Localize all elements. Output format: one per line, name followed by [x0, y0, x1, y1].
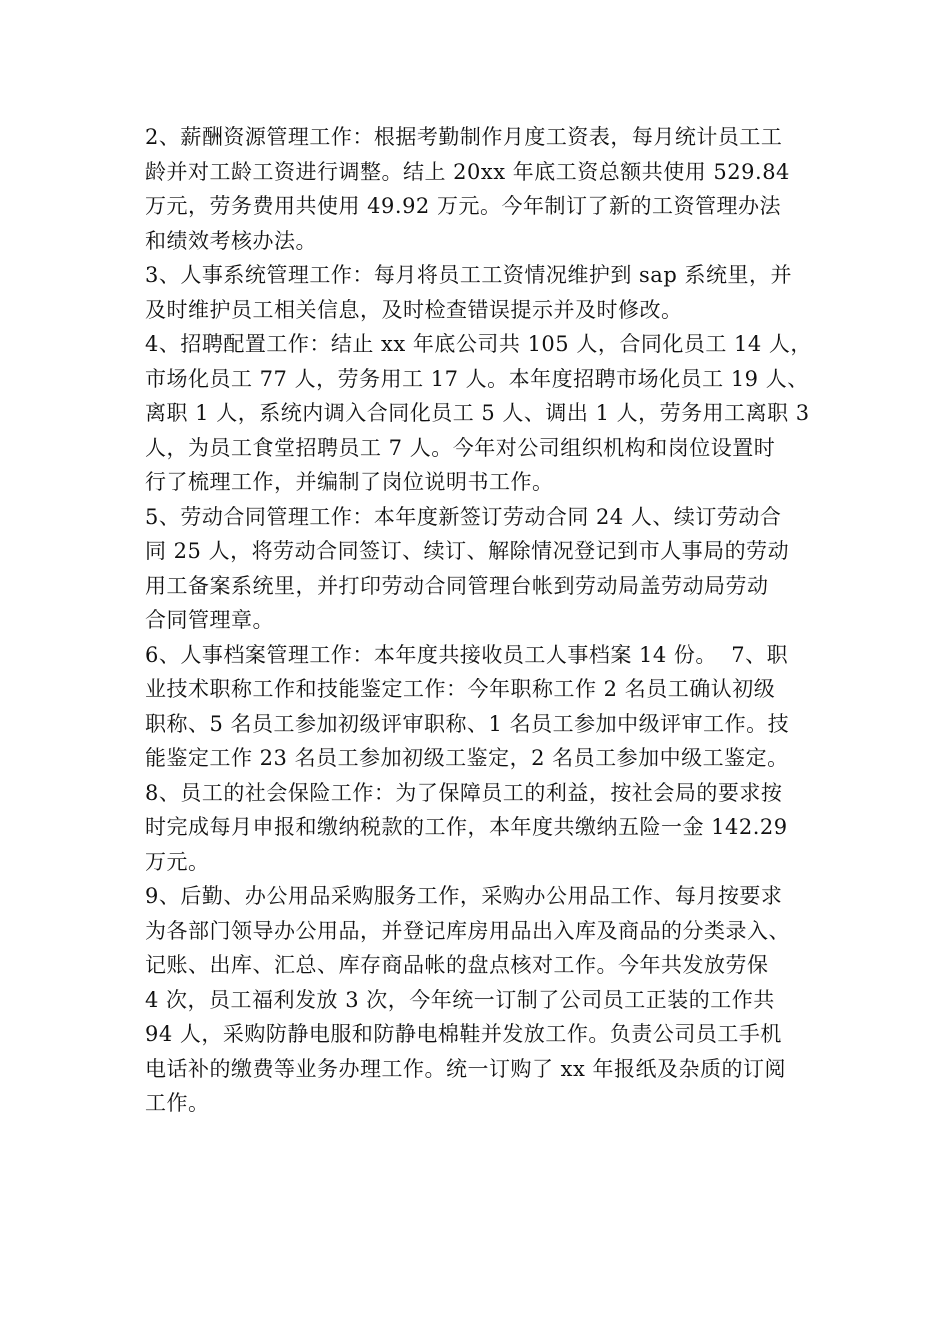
text-line: 3、人事系统管理工作：每月将员工工资情况维护到 sap 系统里，并 [145, 263, 792, 287]
text-line: 同 25 人，将劳动合同签订、续订、解除情况登记到市人事局的劳动 [145, 539, 790, 563]
text-line: 离职 1 人，系统内调入合同化员工 5 人、调出 1 人，劳务用工离职 3 [145, 401, 810, 425]
text-line: 职称、5 名员工参加初级评审职称、1 名员工参加中级评审工作。技 [145, 711, 790, 736]
text-line: 行了梳理工作，并编制了岗位说明书工作。 [145, 470, 554, 494]
text-line: 人，为员工食堂招聘员工 7 人。今年对公司组织机构和岗位设置时 [145, 435, 776, 460]
text-line: 9、后勤、办公用品采购服务工作，采购办公用品工作、每月按要求 [145, 884, 783, 908]
text-line: 5、劳动合同管理工作：本年度新签订劳动合同 24 人、续订劳动合 [145, 504, 782, 529]
text-line: 时完成每月申报和缴纳税款的工作，本年度共缴纳五险一金 142.29 [145, 815, 788, 839]
text-line: 万元，劳务费用共使用 49.92 万元。今年制订了新的工资管理办法 [145, 194, 781, 218]
text-line: 4 次，员工福利发放 3 次，今年统一订制了公司员工正装的工作共 [145, 987, 775, 1012]
paragraph-logistics-procurement [145, 879, 815, 1121]
paragraph-salary-management [145, 120, 815, 258]
text-line: 业技术职称工作和技能鉴定工作：今年职称工作 2 名员工确认初级 [145, 677, 776, 701]
text-line: 记账、出库、汇总、库存商品帐的盘点核对工作。今年共发放劳保 [145, 953, 769, 977]
text-line: 电话补的缴费等业务办理工作。统一订购了 xx 年报纸及杂质的订阅 [145, 1056, 787, 1081]
text-line: 万元。 [145, 849, 210, 874]
text-line: 及时维护员工相关信息，及时检查错误提示并及时修改。 [145, 297, 683, 322]
document-body [145, 120, 815, 1121]
text-line: 94 人，采购防静电服和防静电棉鞋并发放工作。负责公司员工手机 [145, 1022, 782, 1046]
paragraph-hr-system-management [145, 258, 815, 327]
text-line: 4、招聘配置工作：结止 xx 年底公司共 105 人，合同化员工 14 人， [145, 332, 812, 356]
paragraph-social-insurance [145, 776, 815, 880]
paragraph-labor-contract [145, 500, 815, 638]
text-line: 为各部门领导办公用品，并登记库房用品出入库及商品的分类录入、 [145, 918, 790, 943]
text-line: 工作。 [145, 1091, 210, 1115]
text-line: 合同管理章。 [145, 608, 274, 632]
text-line: 6、人事档案管理工作：本年度共接收员工人事档案 14 份。 7、职 [145, 642, 789, 667]
text-line: 2、薪酬资源管理工作：根据考勤制作月度工资表，每月统计员工工 [145, 125, 783, 149]
text-line: 用工备案系统里，并打印劳动合同管理台帐到劳动局盖劳动局劳动 [145, 573, 769, 598]
text-line: 市场化员工 77 人，劳务用工 17 人。本年度招聘市场化员工 19 人、 [145, 366, 809, 391]
text-line: 龄并对工龄工资进行调整。结上 20xx 年底工资总额共使用 529.84 [145, 159, 790, 184]
paragraph-personnel-files [145, 638, 815, 776]
paragraph-recruitment [145, 327, 815, 500]
text-line: 能鉴定工作 23 名员工参加初级工鉴定，2 名员工参加中级工鉴定。 [145, 746, 789, 770]
text-line: 和绩效考核办法。 [145, 228, 317, 253]
text-line: 8、员工的社会保险工作：为了保障员工的利益，按社会局的要求按 [145, 780, 783, 805]
